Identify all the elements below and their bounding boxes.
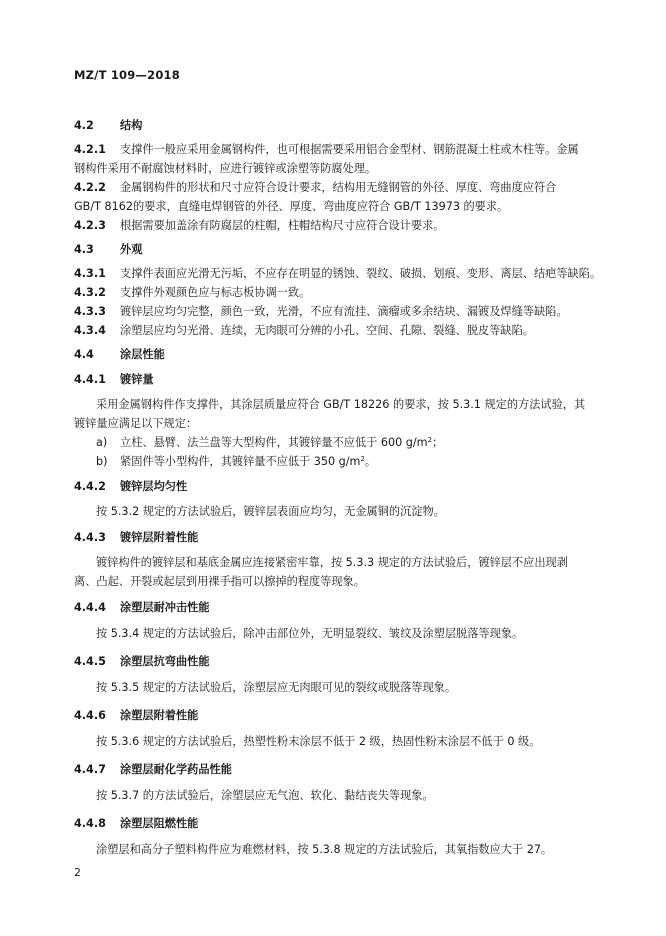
clause-4-4-7: 按 5.3.7 的方法试验后，涂塑层应无气泡、软化、黏结丧失等现象。 — [96, 789, 434, 802]
clause-4-2-3: 4.2.3 根据需要加盖涂有防腐层的柱帽，柱帽结构尺寸应符合设计要求。 — [74, 219, 445, 232]
section-heading-4-4: 4.4 涂层性能 — [74, 348, 165, 361]
clause-4-2-1: 4.2.1 支撑件一般应采用金属钢构件，也可根据需要采用铝合金型材、钢筋混凝土柱或木柱等。金属 — [74, 143, 579, 156]
clause-4-2-2: 4.2.2 金属钢构件的形状和尺寸应符合设计要求，结构用无缝钢管的外径、厚度、弯曲度应符合 — [74, 181, 557, 194]
clause-4-2-2-cont: GB/T 8162的要求，直缝电焊钢管的外径、厚度、弯曲度应符合 GB/T 13973 的要求。 — [74, 200, 509, 213]
subsection-heading-4-4-1: 4.4.1 镀锌量 — [74, 373, 154, 386]
clause-4-4-1: 采用金属钢构件作支撑件，其涂层质量应符合 GB/T 18226 的要求，按 5.3.1 规定的方法试验，其 — [96, 398, 586, 411]
list-item-b: b) 紧固件等小型构件，其镀锌量不应低于 350 $g/m^2$。 — [96, 455, 377, 468]
standard-code: MZ/T 109—2018 — [74, 68, 180, 82]
clause-4-4-2: 按 5.3.2 规定的方法试验后，镀锌层表面应均匀，无金属铜的沉淀物。 — [96, 505, 445, 518]
subsection-heading-4-4-6: 4.4.6 涂塑层附着性能 — [74, 709, 199, 722]
section-heading-4-2: 4.2 结构 — [74, 119, 143, 132]
page-number: 2 — [74, 866, 81, 879]
clause-4-4-8: 涂塑层和高分子塑料构件应为难燃材料，按 5.3.8 规定的方法试验后，其氧指数应大于 27。 — [96, 843, 553, 856]
clause-4-3-4: 4.3.4 涂塑层应均匀光滑、连续，无肉眼可分辨的小孔、空间、孔隙、裂缝、脱皮等缺陷。 — [74, 324, 534, 337]
clause-4-4-6: 按 5.3.6 规定的方法试验后，热塑性粉末涂层不低于 2 级，热固性粉末涂层不低于 0 级。 — [96, 735, 541, 748]
clause-4-3-3: 4.3.3 镀锌层应均匀完整，颜色一致，光滑，不应有流挂、滴瘤或多余结块、漏镀及焊缝等缺陷。 — [74, 305, 568, 318]
clause-4-3-1: 4.3.1 支撑件表面应光滑无污垢，不应存在明显的锈蚀、裂纹、破损、划痕、变形、离层、结疤等缺陷。 — [74, 267, 602, 280]
clause-4-4-3: 镀锌构件的镀锌层和基底金属应连接紧密牢靠，按 5.3.3 规定的方法试验后，镀锌层不应出现剥 — [96, 556, 568, 569]
subsection-heading-4-4-7: 4.4.7 涂塑层耐化学药品性能 — [74, 763, 232, 776]
subsection-heading-4-4-8: 4.4.8 涂塑层阻燃性能 — [74, 817, 199, 830]
subsection-heading-4-4-3: 4.4.3 镀锌层附着性能 — [74, 531, 199, 544]
clause-4-3-2: 4.3.2 支撑件外观颜色应与标志板协调一致。 — [74, 286, 311, 299]
list-item-a: a) 立柱、悬臂、法兰盘等大型构件，其镀锌量不应低于 600 $g/m^2$； — [96, 436, 444, 449]
clause-4-2-1-cont: 钢构件采用不耐腐蚀材料时，应进行镀锌或涂塑等防腐处理。 — [74, 162, 377, 175]
clause-4-4-3-cont: 离、凸起、开裂或起层到用裸手指可以擦掉的程度等现象。 — [74, 575, 365, 588]
clause-4-4-5: 按 5.3.5 规定的方法试验后，涂塑层应无肉眼可见的裂纹或脱落等现象。 — [96, 681, 457, 694]
section-heading-4-3: 4.3 外观 — [74, 243, 143, 256]
subsection-heading-4-4-2: 4.4.2 镀锌层均匀性 — [74, 480, 188, 493]
subsection-heading-4-4-5: 4.4.5 涂塑层抗弯曲性能 — [74, 655, 210, 668]
subsection-heading-4-4-4: 4.4.4 涂塑层耐冲击性能 — [74, 601, 210, 614]
clause-4-4-1-cont: 镀锌量应满足以下规定： — [74, 417, 198, 430]
clause-4-4-4: 按 5.3.4 规定的方法试验后，除冲击部位外，无明显裂纹、皱纹及涂塑层脱落等现象。 — [96, 627, 524, 640]
